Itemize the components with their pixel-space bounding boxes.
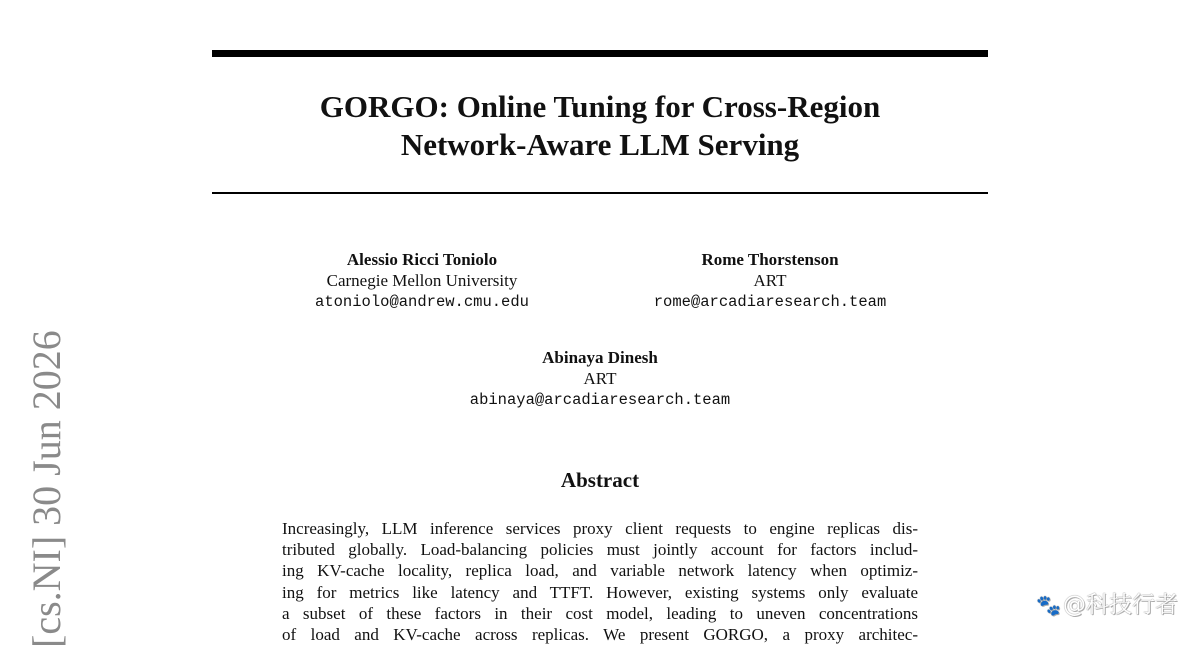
abstract-line: Increasingly, LLM inference services proxy client requests to engine replicas dis- [282, 519, 918, 538]
abstract-heading: Abstract [560, 468, 640, 492]
paper-title [212, 88, 988, 164]
abstract-body [282, 518, 918, 645]
author-email: atoniolo@andrew.cmu.edu [315, 293, 529, 311]
abstract-line: of load and KV-cache across replicas. We present GORGO, a proxy architec- [282, 625, 918, 645]
watermark-text: @科技行者 [1063, 592, 1178, 618]
title-rule [212, 192, 988, 194]
author-name: Alessio Ricci Toniolo [346, 250, 498, 269]
paw-icon: 🐾 [1036, 593, 1061, 617]
abstract-line: ing for metrics like latency and TTFT. However, existing systems only evaluate [282, 582, 918, 602]
author-affiliation: ART [753, 271, 787, 290]
author-name: Abinaya Dinesh [542, 348, 658, 367]
author-email: abinaya@arcadiaresearch.team [469, 391, 731, 409]
top-rule [212, 50, 988, 57]
author-block [272, 249, 572, 314]
author-email: rome@arcadiaresearch.team [653, 293, 887, 311]
watermark [1036, 590, 1178, 620]
arxiv-stamp: [cs.NI] 30 Jun 2026 [24, 330, 69, 648]
abstract-line: ing KV-cache locality, replica load, and variable network latency when optimiz- [282, 561, 918, 581]
title-line: GORGO: Online Tuning for Cross-Region [319, 89, 881, 124]
title-line: Network-Aware LLM Serving [400, 127, 800, 162]
author-block [620, 249, 920, 314]
abstract-line: tributed globally. Load-balancing policies must jointly account for factors includ- [282, 540, 918, 560]
author-affiliation: ART [583, 369, 617, 388]
author-affiliation: Carnegie Mellon University [326, 271, 518, 290]
author-name: Rome Thorstenson [701, 250, 839, 269]
author-block [420, 347, 780, 412]
abstract-line: a subset of these factors in their cost model, leading to uneven concentrations [282, 603, 918, 623]
